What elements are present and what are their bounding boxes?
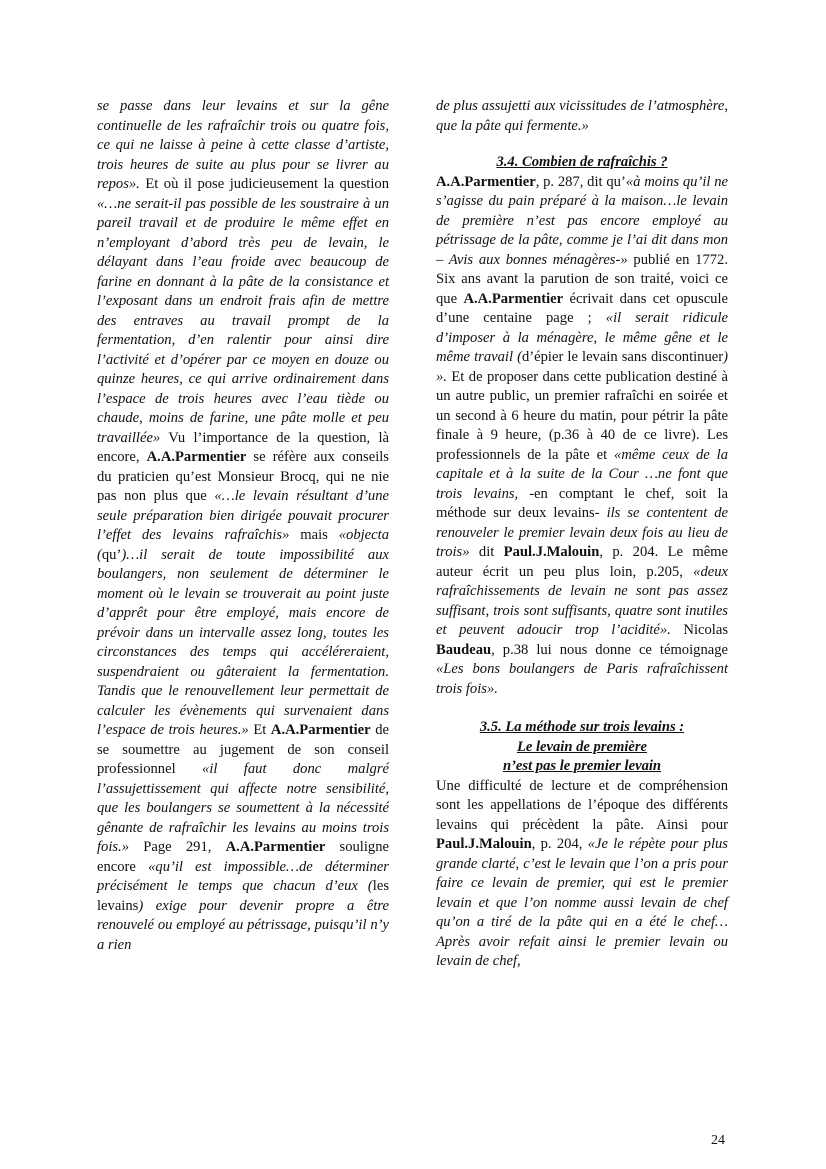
text: mais	[289, 527, 339, 543]
section-heading-3-5-line2: Le levain de première	[516, 738, 648, 755]
author-name: A.A.Parmentier	[463, 290, 564, 307]
quote: ils se contentent de renouveler le premier levain deux fois au lieu de trois»	[436, 505, 728, 560]
author-name: A.A.Parmentier	[225, 839, 326, 855]
text: se réfère aux conseils du praticien qu’est Monsieur Brocq, qui ne nie pas non plus que	[97, 449, 389, 504]
text: les levains	[97, 878, 389, 914]
left-column	[97, 97, 389, 955]
quote: «…le levain résultant d’une seule préparation bien dirigée pouvait procurer l’effet des levains rafraîchis»	[97, 488, 390, 543]
text: Nicolas	[670, 622, 729, 638]
text: , p. 204. Le même auteur écrit un peu plus loin, p.205,	[436, 544, 729, 580]
text: dit	[469, 544, 504, 560]
text: , p. 204,	[531, 836, 588, 852]
text: de se soumettre au jugement de son conseil professionnel	[97, 722, 389, 777]
right-column	[436, 97, 728, 972]
section-heading-3-5: 3.5. La méthode sur trois levains :	[479, 719, 685, 735]
section-heading-3-4: 3.4. Combien de rafraîchis ?	[496, 154, 668, 170]
quote: ) exige pour devenir propre a être renouvelé ou employé au pétrissage, puisqu’il n’y a rien	[97, 897, 389, 953]
author-name: A.A.Parmentier	[436, 173, 536, 190]
text: qu’	[101, 546, 122, 563]
quote: )…il serait de toute impossibilité aux boulangers, non seulement de déterminer le moment où le levain se trouverait au point juste d’apprêt pour être employé, mais encore de prévoir dans un intervalle assez long, toutes les circonstances des temps qui accéléreraient, suspendraient ou gâteraient la fermentation. Tandis que le renouvellement leur permettait de calculer les évènements qui survenaient dans l’espace de trois heures.»	[97, 546, 389, 738]
text: , p. 287, dit qu’	[535, 173, 626, 190]
author-name: Baudeau	[436, 641, 492, 658]
text: Et	[248, 722, 271, 738]
quote: de plus assujetti aux vicissitudes de l’atmosphère, que la pâte qui fermente.»	[436, 98, 728, 134]
quote: «il serait ridicule d’imposer à la ménagère, le même gêne et le même travail (	[436, 310, 728, 365]
page-number: 24	[711, 1133, 725, 1148]
quote: se passe dans leur levains et sur la gêne continuelle de les rafraîchir trois ou quatre fois, ce qui ne laisse à peine à cette classe d’artiste, trois heures de suite au plus pour se livrer au repos».	[97, 98, 389, 192]
quote: «objecta (	[97, 527, 389, 563]
quote: «…ne serait-il pas possible de les soustraire à un pareil travail et de produire le même effet en n’employant d’abord très peu de levain, le délayant dans l’eau froide avec beaucoup de farine en donnant à la pâte de la consistance et l’exposant dans un endroit frais afin de mettre des entraves au travail prompt de la fermentation, d’en ralentir pour ainsi dire l’activité et d’opérer par ce moyen en douze ou quinze heures, ce qui arrive ordinairement dans l’espace de trois heures avec l’eau tiède ou chaude, moins de farine, une pâte molle et peu travaillée»	[97, 195, 389, 446]
text: souligne encore	[97, 839, 389, 875]
spacer	[436, 699, 728, 718]
section-heading-3-5-line3: n’est pas le premier levain	[502, 758, 662, 774]
text: publié en 1772. Six ans avant la parution de son traité, voici ce que	[436, 251, 728, 307]
author-name: Paul.J.Malouin	[503, 544, 600, 560]
quote: «même ceux de la capitale et à la suite de la Cour …ne font que trois levains,	[436, 446, 728, 502]
right-paragraph-methode	[436, 777, 728, 972]
author-name: A.A.Parmentier	[270, 722, 371, 738]
quote: «à moins qu’il ne s’agisse du pain préparé à la maison…le levain de première n’est pas encore employé au pétrissage de la pâte, comme je l’ai dit dans mon – Avis aux bonnes ménagères-»	[436, 173, 728, 268]
text: , p.38 lui nous donne ce témoignage	[491, 641, 728, 658]
quote: ) ».	[436, 349, 728, 385]
text: Vu l’importance de la question, là encore,	[97, 429, 389, 465]
text: -en comptant le chef, soit la méthode sur deux levains-	[436, 485, 728, 521]
quote: «qu’il est impossible…de déterminer précisément le temps que chacun d’eux (	[97, 858, 389, 894]
text: Et de proposer dans cette publication destiné à un autre public, un premier rafraîchi en soirée et un second à 6 heure du matin, pour pétrir la pâte finale à 9 heure, (p.36 à 40 de ce livre). Les professionnels de la pâte et	[436, 368, 728, 463]
text: écrivait dans cet opuscule d’une centaine page ;	[436, 290, 728, 326]
right-paragraph-combien	[436, 173, 728, 700]
text: Et où il pose judicieusement la question	[139, 176, 389, 192]
left-paragraph	[97, 97, 389, 955]
text: Page 291,	[129, 839, 226, 855]
author-name: A.A.Parmentier	[146, 449, 247, 465]
text: Une difficulté de lecture et de compréhension sont les appellations de l’époque des différents levains qui précèdent la pâte. Ainsi pour	[436, 777, 728, 833]
quote: «il faut donc malgré l’assujettissement qui affecte notre sensibilité, que les boulangers se soumettent à la nécessité gênante de rafraîchir les levains au moins trois fois.»	[97, 761, 389, 855]
right-paragraph-continued	[436, 97, 728, 136]
quote: «deux rafraîchissements de levain ne sont pas assez suffisant, trois sont suffisants, quatre sont inutiles et peuvent adoucir trop l’acidité».	[436, 563, 728, 638]
spacer	[436, 136, 728, 153]
quote: «Je le répète pour plus grande clarté, c’est le levain que l’on a pris pour faire ce levain de premier, qui est le premier levain et que l’on nomme aussi levain de chef qu’on a tiré de la pâte qui en a été le chef… Après avoir refait ainsi le premier levain ou levain de chef,	[436, 836, 728, 969]
text: d’épier le levain sans discontinuer	[521, 349, 724, 365]
quote: «Les bons boulangers de Paris rafraîchissent trois fois».	[436, 661, 728, 697]
author-name: Paul.J.Malouin	[436, 836, 532, 852]
